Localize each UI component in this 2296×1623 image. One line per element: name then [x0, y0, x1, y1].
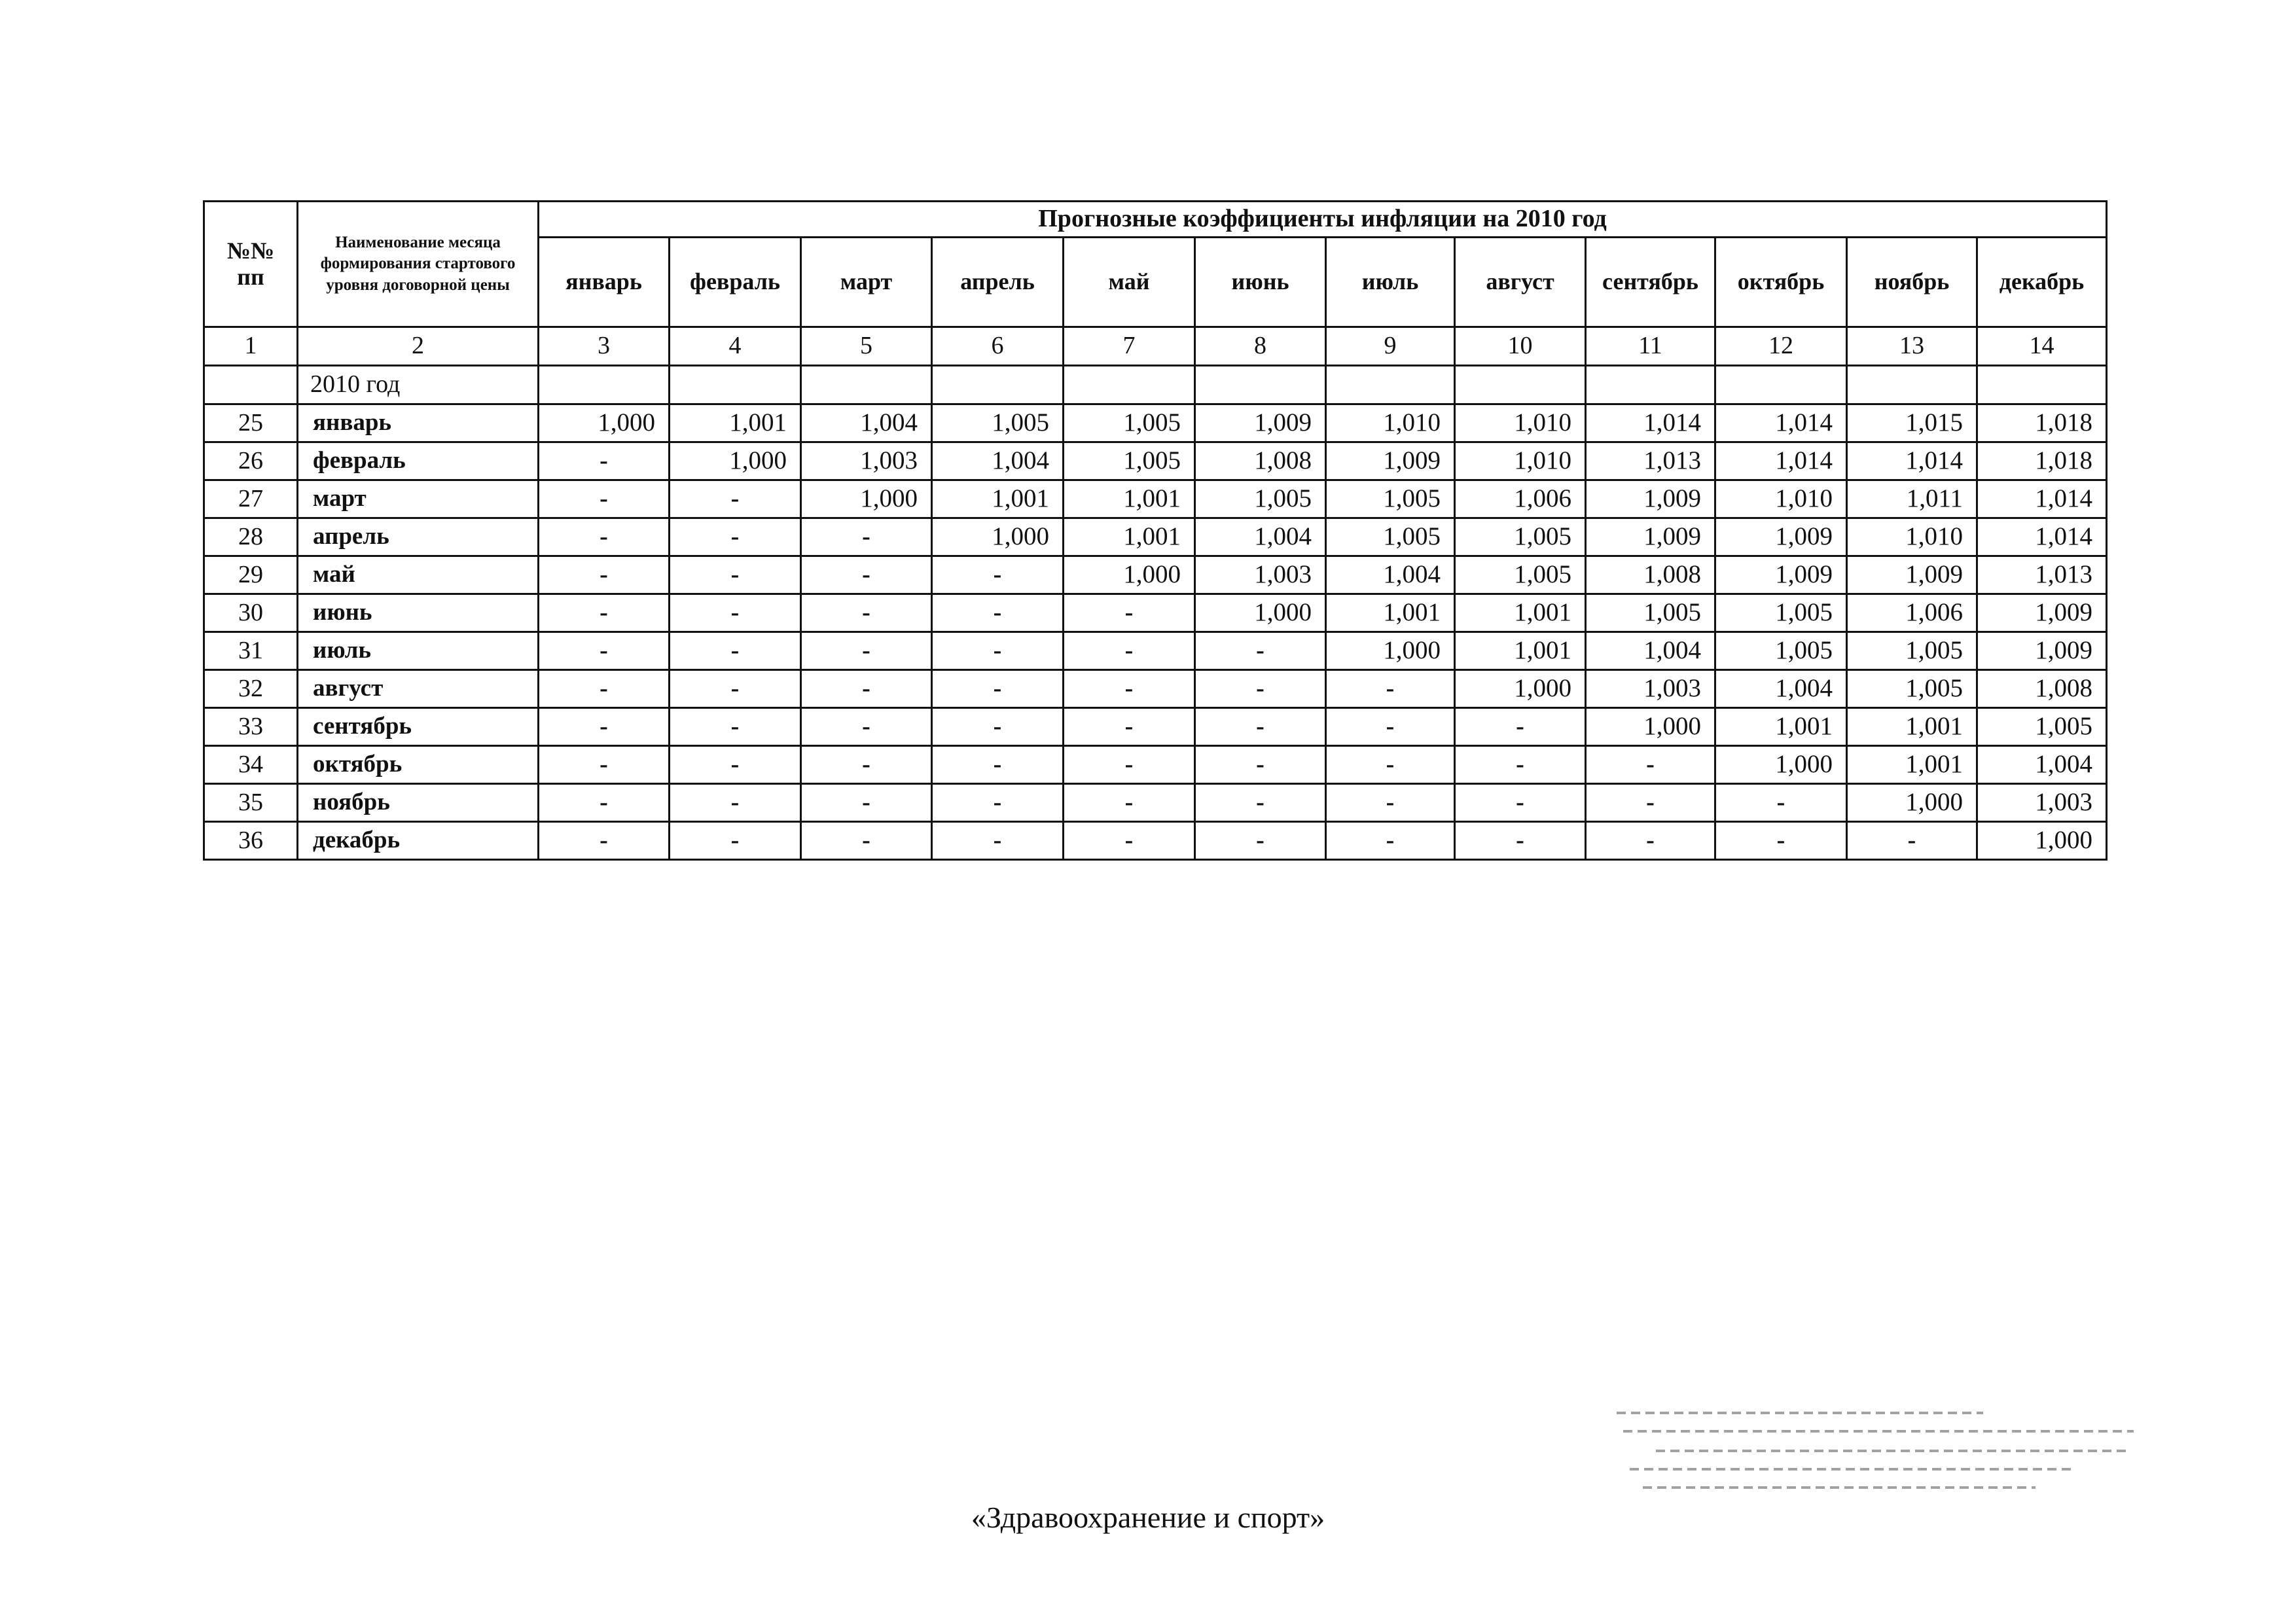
- coefficient-cell: -: [932, 594, 1064, 632]
- coefficient-cell: -: [1064, 784, 1195, 822]
- coefficient-cell: -: [670, 822, 801, 860]
- coefficient-cell: -: [1326, 670, 1455, 708]
- coefficient-cell: 1,009: [1715, 556, 1847, 594]
- column-index-cell: 5: [801, 327, 932, 366]
- month-header-12: декабрь: [1977, 238, 2107, 327]
- month-header-8: август: [1455, 238, 1586, 327]
- month-header-3: март: [801, 238, 932, 327]
- column-index-row: [204, 327, 2107, 366]
- coefficient-cell: 1,014: [1715, 442, 1847, 480]
- coefficient-cell: 1,001: [1847, 708, 1977, 746]
- coefficient-cell: -: [1326, 746, 1455, 784]
- row-month-name: май: [298, 556, 539, 594]
- coefficient-cell: -: [932, 556, 1064, 594]
- coefficient-cell: 1,004: [932, 442, 1064, 480]
- row-number: 35: [204, 784, 298, 822]
- year-label: 2010 год: [298, 366, 539, 404]
- row-number: 29: [204, 556, 298, 594]
- coefficient-cell: -: [1715, 784, 1847, 822]
- coefficient-cell: 1,000: [1326, 632, 1455, 670]
- coefficient-cell: 1,009: [1326, 442, 1455, 480]
- coefficient-cell: 1,010: [1455, 442, 1586, 480]
- coefficient-cell: -: [1195, 822, 1326, 860]
- group-title-header: Прогнозные коэффициенты инфляции на 2010 год: [539, 202, 2107, 238]
- coefficient-cell: 1,000: [539, 404, 670, 442]
- coefficient-cell: 1,001: [1455, 632, 1586, 670]
- coefficient-cell: -: [1586, 784, 1715, 822]
- coefficient-cell: 1,014: [1977, 518, 2107, 556]
- row-number: 27: [204, 480, 298, 518]
- coefficient-cell: -: [539, 518, 670, 556]
- month-header-1: январь: [539, 238, 670, 327]
- coefficient-cell: 1,015: [1847, 404, 1977, 442]
- coefficient-cell: 1,003: [1977, 784, 2107, 822]
- table-row: [204, 556, 2107, 594]
- row-number: 25: [204, 404, 298, 442]
- coefficient-cell: -: [670, 708, 801, 746]
- coefficient-cell: -: [1455, 784, 1586, 822]
- row-number: 36: [204, 822, 298, 860]
- coefficient-cell: -: [539, 670, 670, 708]
- coefficient-cell: -: [801, 822, 932, 860]
- coefficient-cell: 1,006: [1455, 480, 1586, 518]
- coefficient-cell: -: [670, 594, 801, 632]
- coefficient-cell: 1,009: [1586, 518, 1715, 556]
- coefficient-cell: 1,005: [1326, 518, 1455, 556]
- coefficient-cell: -: [801, 670, 932, 708]
- coefficient-cell: 1,004: [1326, 556, 1455, 594]
- row-month-name: октябрь: [298, 746, 539, 784]
- row-number: 28: [204, 518, 298, 556]
- coefficient-cell: -: [1064, 632, 1195, 670]
- coefficient-cell: -: [1064, 594, 1195, 632]
- coefficient-cell: -: [1326, 708, 1455, 746]
- row-month-name: ноябрь: [298, 784, 539, 822]
- row-month-name: июнь: [298, 594, 539, 632]
- coefficient-cell: 1,013: [1977, 556, 2107, 594]
- coefficient-cell: -: [539, 480, 670, 518]
- row-number: 31: [204, 632, 298, 670]
- row-month-name: март: [298, 480, 539, 518]
- coefficient-cell: 1,003: [801, 442, 932, 480]
- coefficient-cell: 1,005: [1847, 632, 1977, 670]
- coefficient-cell: -: [801, 746, 932, 784]
- coefficient-cell: 1,001: [1715, 708, 1847, 746]
- coefficient-cell: -: [1064, 746, 1195, 784]
- row-month-name: февраль: [298, 442, 539, 480]
- coefficient-cell: 1,008: [1586, 556, 1715, 594]
- coefficient-cell: -: [539, 442, 670, 480]
- coefficient-cell: 1,003: [1195, 556, 1326, 594]
- coefficient-cell: 1,001: [932, 480, 1064, 518]
- month-header-6: июнь: [1195, 238, 1326, 327]
- table-row: [204, 822, 2107, 860]
- table-row: [204, 784, 2107, 822]
- coefficient-cell: 1,010: [1455, 404, 1586, 442]
- coefficient-cell: -: [539, 594, 670, 632]
- coefficient-cell: 1,010: [1847, 518, 1977, 556]
- coefficient-cell: -: [1715, 822, 1847, 860]
- column-index-cell: 3: [539, 327, 670, 366]
- coefficient-cell: 1,004: [801, 404, 932, 442]
- coefficient-cell: -: [932, 784, 1064, 822]
- coefficient-cell: 1,009: [1977, 594, 2107, 632]
- column-index-cell: 13: [1847, 327, 1977, 366]
- coefficient-cell: 1,006: [1847, 594, 1977, 632]
- coefficient-cell: 1,013: [1586, 442, 1715, 480]
- coefficient-cell: 1,001: [1326, 594, 1455, 632]
- coefficient-cell: -: [1195, 670, 1326, 708]
- column-index-cell: 1: [204, 327, 298, 366]
- table-row: [204, 670, 2107, 708]
- coefficient-cell: 1,009: [1715, 518, 1847, 556]
- table-row: [204, 518, 2107, 556]
- table-row: [204, 746, 2107, 784]
- coefficient-cell: 1,014: [1847, 442, 1977, 480]
- coefficient-cell: 1,000: [1715, 746, 1847, 784]
- coefficient-cell: -: [932, 746, 1064, 784]
- coefficient-cell: 1,005: [1586, 594, 1715, 632]
- col-month-name-header: Наименование месяца формирования стартового уровня договорной цены: [298, 202, 539, 327]
- coefficient-cell: 1,005: [932, 404, 1064, 442]
- coefficient-cell: 1,004: [1715, 670, 1847, 708]
- table-row: [204, 404, 2107, 442]
- coefficient-cell: 1,014: [1977, 480, 2107, 518]
- row-month-name: август: [298, 670, 539, 708]
- column-index-cell: 7: [1064, 327, 1195, 366]
- column-index-cell: 4: [670, 327, 801, 366]
- column-index-cell: 14: [1977, 327, 2107, 366]
- coefficient-cell: 1,009: [1847, 556, 1977, 594]
- coefficient-cell: 1,000: [1455, 670, 1586, 708]
- coefficient-cell: -: [1195, 708, 1326, 746]
- column-index-cell: 6: [932, 327, 1064, 366]
- coefficient-cell: 1,018: [1977, 404, 2107, 442]
- coefficient-cell: 1,001: [1455, 594, 1586, 632]
- coefficient-cell: -: [539, 556, 670, 594]
- coefficient-cell: -: [539, 708, 670, 746]
- coefficient-cell: -: [1586, 746, 1715, 784]
- coefficient-cell: 1,005: [1195, 480, 1326, 518]
- coefficient-cell: -: [539, 632, 670, 670]
- row-number: 33: [204, 708, 298, 746]
- coefficient-cell: 1,001: [1064, 480, 1195, 518]
- column-index-cell: 2: [298, 327, 539, 366]
- coefficient-cell: 1,000: [670, 442, 801, 480]
- coefficient-cell: 1,000: [1847, 784, 1977, 822]
- row-month-name: июль: [298, 632, 539, 670]
- year-row: [204, 366, 2107, 404]
- coefficient-cell: -: [539, 822, 670, 860]
- coefficient-cell: 1,009: [1586, 480, 1715, 518]
- coefficient-cell: 1,009: [1977, 632, 2107, 670]
- coefficient-cell: 1,001: [1064, 518, 1195, 556]
- row-month-name: январь: [298, 404, 539, 442]
- coefficient-cell: -: [539, 784, 670, 822]
- coefficient-cell: 1,000: [1586, 708, 1715, 746]
- coefficient-cell: -: [670, 518, 801, 556]
- coefficient-cell: 1,004: [1195, 518, 1326, 556]
- coefficient-cell: -: [801, 708, 932, 746]
- coefficient-cell: -: [1064, 822, 1195, 860]
- coefficient-cell: 1,000: [1977, 822, 2107, 860]
- table-row: [204, 442, 2107, 480]
- coefficient-cell: -: [1195, 632, 1326, 670]
- coefficient-cell: 1,008: [1195, 442, 1326, 480]
- coefficient-cell: 1,010: [1715, 480, 1847, 518]
- coefficient-cell: 1,014: [1586, 404, 1715, 442]
- coefficient-cell: 1,011: [1847, 480, 1977, 518]
- coefficient-cell: 1,003: [1586, 670, 1715, 708]
- coefficient-cell: -: [1847, 822, 1977, 860]
- inflation-coefficients-table: [203, 200, 2108, 861]
- coefficient-cell: 1,005: [1326, 480, 1455, 518]
- coefficient-cell: -: [1455, 746, 1586, 784]
- coefficient-cell: -: [801, 594, 932, 632]
- column-index-cell: 12: [1715, 327, 1847, 366]
- column-index-cell: 11: [1586, 327, 1715, 366]
- coefficient-cell: 1,005: [1064, 404, 1195, 442]
- coefficient-cell: -: [932, 670, 1064, 708]
- row-month-name: сентябрь: [298, 708, 539, 746]
- row-number: 30: [204, 594, 298, 632]
- coefficient-cell: -: [1326, 822, 1455, 860]
- coefficient-cell: -: [1195, 784, 1326, 822]
- month-header-10: октябрь: [1715, 238, 1847, 327]
- month-header-5: май: [1064, 238, 1195, 327]
- month-header-2: февраль: [670, 238, 801, 327]
- coefficient-cell: 1,008: [1977, 670, 2107, 708]
- coefficient-cell: 1,000: [932, 518, 1064, 556]
- registration-stamp: [1617, 1397, 2153, 1502]
- row-number: 34: [204, 746, 298, 784]
- month-header-11: ноябрь: [1847, 238, 1977, 327]
- coefficient-cell: 1,005: [1455, 518, 1586, 556]
- row-number: 26: [204, 442, 298, 480]
- coefficient-cell: -: [801, 784, 932, 822]
- coefficient-cell: 1,005: [1715, 594, 1847, 632]
- coefficient-cell: 1,000: [1195, 594, 1326, 632]
- column-index-cell: 10: [1455, 327, 1586, 366]
- coefficient-cell: -: [1064, 708, 1195, 746]
- coefficient-cell: -: [539, 746, 670, 784]
- coefficient-cell: -: [1326, 784, 1455, 822]
- row-number: 32: [204, 670, 298, 708]
- coefficient-cell: -: [1455, 708, 1586, 746]
- footer-caption: «Здравоохранение и спорт»: [971, 1501, 1325, 1534]
- coefficient-cell: 1,009: [1195, 404, 1326, 442]
- month-header-7: июль: [1326, 238, 1455, 327]
- coefficient-cell: -: [1064, 670, 1195, 708]
- coefficient-cell: 1,005: [1847, 670, 1977, 708]
- coefficient-cell: -: [1455, 822, 1586, 860]
- coefficient-cell: -: [670, 746, 801, 784]
- coefficient-cell: -: [1195, 746, 1326, 784]
- coefficient-cell: 1,005: [1064, 442, 1195, 480]
- coefficient-cell: 1,014: [1715, 404, 1847, 442]
- coefficient-cell: -: [670, 784, 801, 822]
- coefficient-cell: 1,000: [1064, 556, 1195, 594]
- coefficient-cell: -: [1586, 822, 1715, 860]
- coefficient-cell: -: [932, 632, 1064, 670]
- coefficient-cell: 1,004: [1977, 746, 2107, 784]
- coefficient-cell: 1,001: [670, 404, 801, 442]
- year-row-empty-cell: [204, 366, 298, 404]
- coefficient-cell: -: [801, 632, 932, 670]
- coefficient-cell: -: [670, 670, 801, 708]
- coefficient-cell: 1,000: [801, 480, 932, 518]
- coefficient-cell: 1,010: [1326, 404, 1455, 442]
- table-row: [204, 708, 2107, 746]
- coefficient-cell: -: [932, 822, 1064, 860]
- coefficient-cell: 1,005: [1715, 632, 1847, 670]
- table-row: [204, 480, 2107, 518]
- coefficient-cell: 1,004: [1586, 632, 1715, 670]
- coefficient-cell: -: [670, 632, 801, 670]
- coefficient-cell: 1,005: [1977, 708, 2107, 746]
- column-index-cell: 9: [1326, 327, 1455, 366]
- table-row: [204, 632, 2107, 670]
- coefficient-cell: 1,001: [1847, 746, 1977, 784]
- column-index-cell: 8: [1195, 327, 1326, 366]
- table-row: [204, 594, 2107, 632]
- month-header-9: сентябрь: [1586, 238, 1715, 327]
- coefficient-cell: -: [801, 518, 932, 556]
- coefficient-cell: -: [801, 556, 932, 594]
- row-month-name: декабрь: [298, 822, 539, 860]
- coefficient-cell: -: [670, 480, 801, 518]
- row-month-name: апрель: [298, 518, 539, 556]
- coefficient-cell: -: [932, 708, 1064, 746]
- coefficient-cell: 1,005: [1455, 556, 1586, 594]
- month-header-4: апрель: [932, 238, 1064, 327]
- col-number-header: №№ пп: [204, 202, 298, 327]
- coefficient-cell: 1,018: [1977, 442, 2107, 480]
- coefficient-cell: -: [670, 556, 801, 594]
